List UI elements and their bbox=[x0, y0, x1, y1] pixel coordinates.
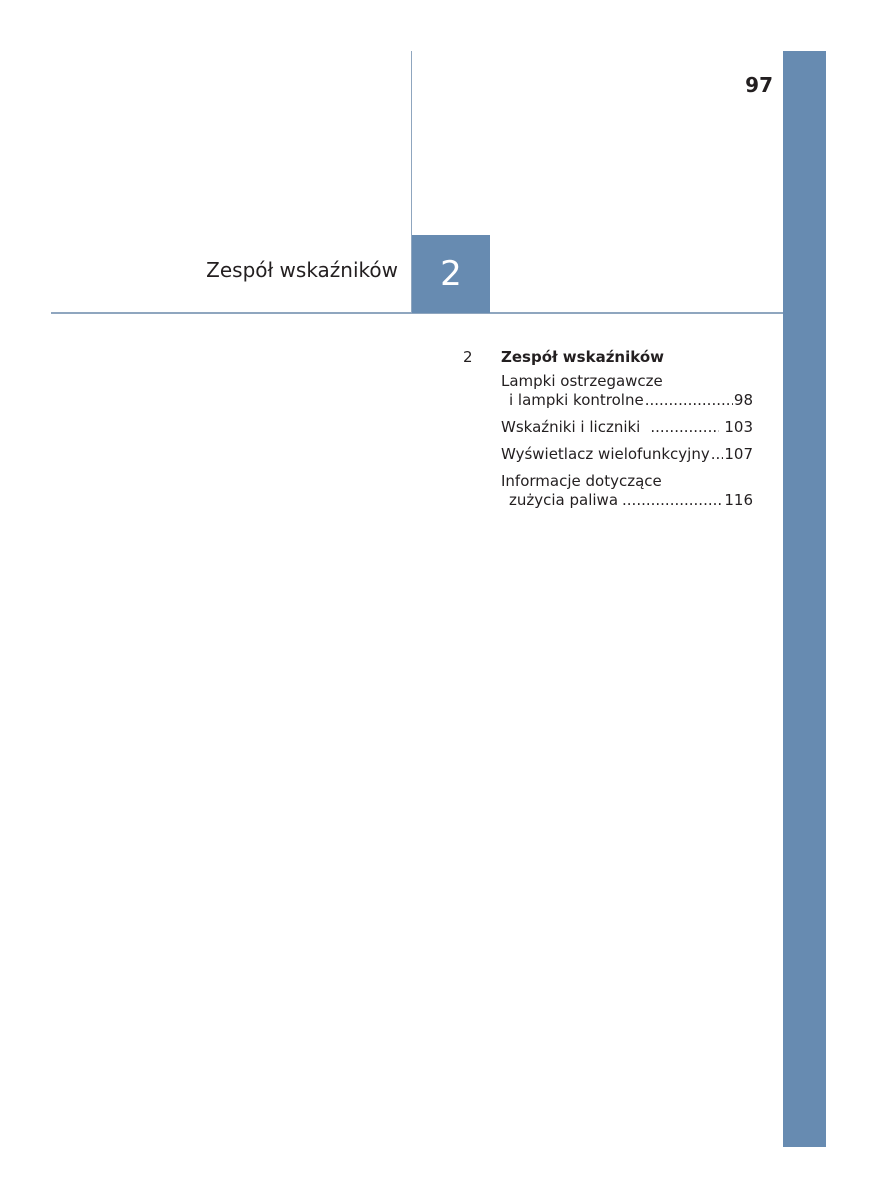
toc-item-line bbox=[501, 472, 753, 491]
toc-item-warning-lights[interactable] bbox=[501, 372, 753, 410]
toc-section-heading bbox=[463, 348, 753, 366]
toc-item-fuel-consumption[interactable] bbox=[501, 472, 753, 510]
toc-item-label: Lampki ostrzegawcze bbox=[501, 372, 663, 390]
toc-item-label: zużycia paliwa bbox=[509, 491, 619, 509]
toc-item-page: 98 bbox=[733, 391, 753, 409]
toc-leader-dots bbox=[622, 491, 723, 510]
toc-item-label: i lampki kontrolne bbox=[509, 391, 644, 409]
toc-item-label: Wyświetlacz wielofunkcyjny bbox=[501, 445, 710, 463]
toc-item-multi-display[interactable] bbox=[501, 445, 753, 464]
toc-leader-dots bbox=[650, 418, 719, 437]
toc-item-line bbox=[501, 491, 753, 510]
toc-leader-dots bbox=[711, 445, 724, 464]
toc-section-title: Zespół wskaźników bbox=[501, 348, 664, 366]
toc-item-line bbox=[501, 372, 753, 391]
toc-section-number: 2 bbox=[463, 348, 473, 366]
toc-item-line bbox=[501, 445, 753, 464]
toc-item-gauges-meters[interactable] bbox=[501, 418, 753, 437]
chapter-title: Zespół wskaźników bbox=[206, 258, 398, 282]
chapter-number-box bbox=[412, 235, 490, 313]
table-of-contents bbox=[463, 348, 753, 518]
toc-item-page: 116 bbox=[724, 491, 753, 509]
toc-list bbox=[501, 372, 753, 510]
page-number: 97 bbox=[745, 73, 773, 97]
toc-item-label: Wskaźniki i liczniki bbox=[501, 418, 641, 436]
chapter-side-tab bbox=[783, 51, 826, 1147]
toc-item-line bbox=[501, 418, 753, 437]
toc-item-label: Informacje dotyczące bbox=[501, 472, 662, 490]
toc-item-page: 103 bbox=[724, 418, 753, 436]
toc-item-page: 107 bbox=[724, 445, 753, 463]
chapter-number: 2 bbox=[440, 254, 462, 294]
toc-item-line bbox=[501, 391, 753, 410]
toc-leader-dots bbox=[645, 391, 733, 410]
